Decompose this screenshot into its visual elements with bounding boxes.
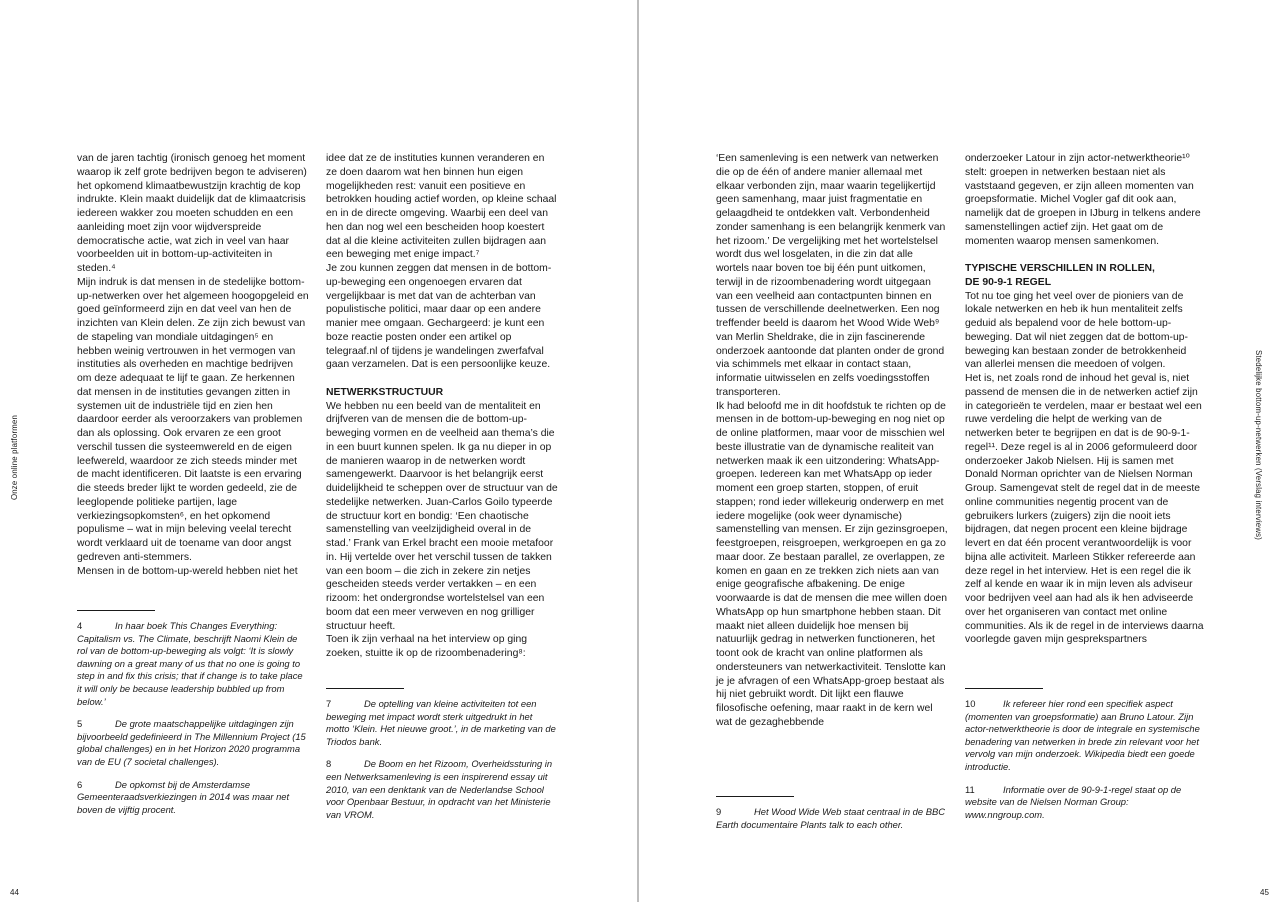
footnote: 9 Het Wood Wide Web staat centraal in de BBC Earth documentaire Plants talk to each other. bbox=[716, 806, 945, 830]
left-column-1 bbox=[77, 152, 309, 578]
footnote: 8 De Boom en het Rizoom, Overheidssturing in een Netwerksamenleving is een inspirerend essay uit 2010, van een denktank van de Nederlandse School voor Openbaar Bestuur, in opdracht van het Ministerie van VROM. bbox=[326, 758, 553, 820]
section-heading: TYPISCHE VERSCHILLEN IN ROLLEN, DE 90-9-1 REGEL bbox=[965, 263, 1155, 288]
paragraph: Toen ik zijn verhaal na het interview op ging zoeken, stuitte ik op de rizoombenadering⁸: bbox=[326, 634, 528, 659]
paragraph: Mijn indruk is dat mensen in de stedelijke bottom-up-netwerken over het algemeen hoogopgeleid en goed geïnformeerd zijn en dat veel van hen de inzichten van Klein delen. Ze zijn zich bewust van de stapeling van mondiale uitdagingen⁵ en hebben weinig vertrouwen in het vermogen van instituties als overheden en machtige bedrijven om deze adequaat te lijf te gaan. Ze herkennen dat mensen in de instituties gevangen zitten in systemen uit de industriële tijd en zien hen daardoor eerder als veroorzakers van problemen dan als oplossing. Ook ervaren ze een groot verschil tussen die systeemwereld en de eigen leefwereld, waardoor ze zich steeds minder met de macht identificeren. Dit laatste is een ervaring die steeds breder lijkt te worden gedeeld, zie de leeglopende politieke partijen, lage verkiezingsopkomsten⁶, en het opkomend populisme – wat in mijn beleving veelal terecht wordt verklaard uit de toename van door angst gedreven anti-stemmers. bbox=[77, 276, 309, 563]
footnote-divider bbox=[716, 796, 794, 797]
running-title-right: Stedelijke bottom-up-netwerken (Verslag interviews) bbox=[1254, 350, 1263, 541]
section-heading: NETWERKSTRUCTUUR bbox=[326, 386, 444, 398]
footnote: 11 Informatie over de 90-9-1-regel staat op de website van de Nielsen Norman Group: www.nngroup.com. bbox=[965, 783, 1182, 820]
footnote: 10 Ik refereer hier rond een specifiek aspect (momenten van groepsformatie) aan Bruno Latour. Zijn actor-netwerktheorie is door de integrale en systemische benadering van netwerken in brede zin relevant voor het vervolg van mijn onderzoek. Wikipedia biedt een goede introductie. bbox=[965, 698, 1200, 772]
page-number-right: 45 bbox=[1260, 888, 1269, 897]
footnotes-left-col1 bbox=[77, 610, 309, 826]
left-page bbox=[0, 0, 637, 902]
footnotes-right-col1 bbox=[716, 796, 948, 841]
footnote: 5 De grote maatschappelijke uitdagingen zijn bijvoorbeeld gedefinieerd in The Millennium Project (15 global challenges) en in het Horizon 2020 programma van de EU (7 societal challenges). bbox=[77, 718, 306, 767]
paragraph: Mensen in de bottom-up-wereld hebben niet het bbox=[77, 565, 298, 577]
footnote-divider bbox=[77, 610, 155, 611]
footnotes-right-col2 bbox=[965, 688, 1205, 831]
paragraph: Het is, net zoals rond de inhoud het geval is, niet passend de mensen die in de netwerken actief zijn in categorieën te verdelen, maar er bestaat wel een ruwe verdeling die helpt de werking van de netwerken beter te begrijpen en dat is de 90-9-1-regel¹¹. Deze regel is al in 2006 geformuleerd door onderzoeker Jakob Nielsen. Hij is samen met Donald Norman oprichter van de Nielsen Norman Group. Samengevat stelt de regel dat in de meeste online communities negentig procent van de gebruikers lurkers (zuigers) zijn die nooit iets bijdragen, dat negen procent een kleine bijdrage levert en dat één procent verantwoordelijk is voor bijna alle activiteit. Marleen Stikker refereerde aan deze regel in het interview. Het is een regel die ik zelf al kende en waar ik in mijn leven als adviseur voor bedrijven veel aan had als ik hen adviseerde over het organiseren van contact met online communities. Als ik de regel in de interviews daarna voorlegde gaven mijn gesprekspartners bbox=[965, 373, 1204, 646]
footnote: 7 De optelling van kleine activiteiten tot een beweging met impact wordt sterk uitgedrukt in het motto ‘Klein. Het nieuwe groot.’, in de marketing van de Triodos bank. bbox=[326, 698, 556, 747]
paragraph: ‘Een samenleving is een netwerk van netwerken die op de één of andere manier allemaal met elkaar verbonden zijn, maar waarin tegelijkertijd geen samenhang, maar juist fragmentatie en gelaagdheid te ontdekken valt. Verbondenheid zonder samenhang is een belangrijk kenmerk van het rizoom.’ De vergelijking met het wortelstelsel wordt dus wel losgelaten, in die zin dat alle wortels naar boven toe bij één punt uitkomen, terwijl in de rizoombenadering wordt uitgegaan van een veelheid aan contactpunten binnen en tussen de verschillende deelnetwerken. Een nog treffender beeld is daarom het Wood Wide Web⁹ van Merlin Sheldrake, die in zijn fascinerende onderzoek aantoonde dat planten onder de grond via schimmels met elkaar in contact staan, informatie uitwisselen en zelfs voedingsstoffen transporteren. bbox=[716, 153, 946, 398]
paragraph: onderzoeker Latour in zijn actor-netwerktheorie¹⁰ stelt: groepen in netwerken bestaan niet als vaststaand gegeven, er zijn alleen momenten van groepsformatie. Michel Vogler gaf dit ook aan, namelijk dat de groepen in IJburg in telkens andere samenstellingen actief zijn. Het gaat om de momenten waarop mensen samenkomen. bbox=[965, 153, 1201, 247]
footnote-divider bbox=[326, 688, 404, 689]
footnote: 4 In haar boek This Changes Everything: Capitalism vs. The Climate, beschrijft Naomi Klein de rol van de bottom-up-beweging als volgt: ‘It is slowly dawning on a great many of us that no one is going to step in and fix this crisis; that if change is to take place it will only be because leadership bubbled up from below.’ bbox=[77, 620, 303, 707]
footnote-divider bbox=[965, 688, 1043, 689]
paragraph: idee dat ze de instituties kunnen veranderen en ze doen daarom wat hen binnen hun eigen mogelijkheden rest: vanuit een positieve en betrokken houding actief worden, op kleine schaal en in de directe omgeving. Waarbij een deel van hen dan nog wel een bescheiden hoop koestert dat al die kleine activiteiten zullen bijdragen aan een beweging met enige impact.⁷ bbox=[326, 153, 557, 261]
right-column-2 bbox=[965, 152, 1205, 647]
running-title-left: Onze online platformen bbox=[10, 414, 19, 500]
right-column-1 bbox=[716, 152, 948, 730]
paragraph: Tot nu toe ging het veel over de pioniers van de lokale netwerken en heb ik hun mentaliteit zelfs geduid als bepalend voor de hele bottom-up-beweging. Dat wil niet zeggen dat de bottom-up-beweging kan bestaan zonder de betrokkenheid van allerlei mensen die meedoen of volgen. bbox=[965, 290, 1188, 371]
paragraph: We hebben nu een beeld van de mentaliteit en drijfveren van de mensen die de bottom-up-beweging vormen en de veelheid aan thema’s die in een buurt kunnen spelen. Ik ga nu dieper in op de manieren waarop in de netwerken wordt samengewerkt. Daarvoor is het belangrijk eerst duidelijkheid te scheppen over de structuur van de stedelijke netwerken. Juan-Carlos Goilo typeerde de structuur kort en bondig: ‘Een chaotische samenstelling van veelzijdigheid overal in de stad.’ Frank van Erkel bracht een mooie metafoor in. Hij vertelde over het verschil tussen de takken van een boom – die zich in zekere zin netjes gescheiden steeds verder vertakken – en een rizoom: het ondergrondse wortelstelsel van een boom dat een meer verweven en nog grilliger structuur heeft. bbox=[326, 400, 558, 632]
paragraph: Je zou kunnen zeggen dat mensen in de bottom-up-beweging een ongenoegen ervaren dat vergelijkbaar is met dat van de achterban van populistische politici, maar daar op een andere manier mee omgaan. Gechargeerd: je kunt een boze reactie posten onder een artikel op telegraaf.nl of tijdens je wandelingen zwerfafval gaan verzamelen. Dat is een persoonlijke keuze. bbox=[326, 263, 552, 371]
paragraph: van de jaren tachtig (ironisch genoeg het moment waarop ik zelf grote bedrijven begon te adviseren) het opkomend klimaatbewustzijn krachtig de kop indrukte. Klein maakt duidelijk dat de klimaatcrisis iedereen wakker zou moeten schudden en een aanleiding moet zijn voor wijdverspreide democratische actie, wat zich in veel van haar voorbeelden uit in bottom-up-activiteiten in steden.⁴ bbox=[77, 153, 307, 274]
page-number-left: 44 bbox=[10, 888, 19, 897]
left-column-2 bbox=[326, 152, 558, 661]
right-page bbox=[639, 0, 1277, 902]
footnote: 6 De opkomst bij de Amsterdamse Gemeenteraadsverkiezingen in 2014 was maar net boven de vijftig procent. bbox=[77, 778, 290, 815]
footnotes-left-col2 bbox=[326, 688, 558, 831]
paragraph: Ik had beloofd me in dit hoofdstuk te richten op de mensen in de bottom-up-beweging en nog niet op de online platformen, maar voor de misschien wel beste illustratie van de dynamische realiteit van netwerken maak ik een uitzondering: WhatsApp-groepen. Iedereen kan met WhatsApp op ieder moment een groep starten, stoppen, of eruit stappen; rond ieder willekeurig onderwerp en met iedere mogelijke (ook weer dynamische) samenstelling van mensen. Er zijn gezinsgroepen, feestgroepen, reisgroepen, werkgroepen en ga zo maar door. Ze bestaan parallel, ze overlappen, ze komen en gaan en ze trekken zich niets aan van enige geografische afbakening. De enige voorwaarde is dat de mensen die mee willen doen WhatsApp op hun smartphone hebben staan. Dit maakt niet alleen duidelijk hoe mensen bij natuurlijk gedrag in netwerken functioneren, het toont ook de kracht van online platformen als ondersteuners van netwerkactiviteit. Tenslotte kan je je afvragen of een WhatsApp-groep bestaat als hij niet gebruikt wordt. Dit lijkt een flauwe filosofische oefening, maar raakt in de kern wel wat de gezaghebbende bbox=[716, 400, 948, 728]
